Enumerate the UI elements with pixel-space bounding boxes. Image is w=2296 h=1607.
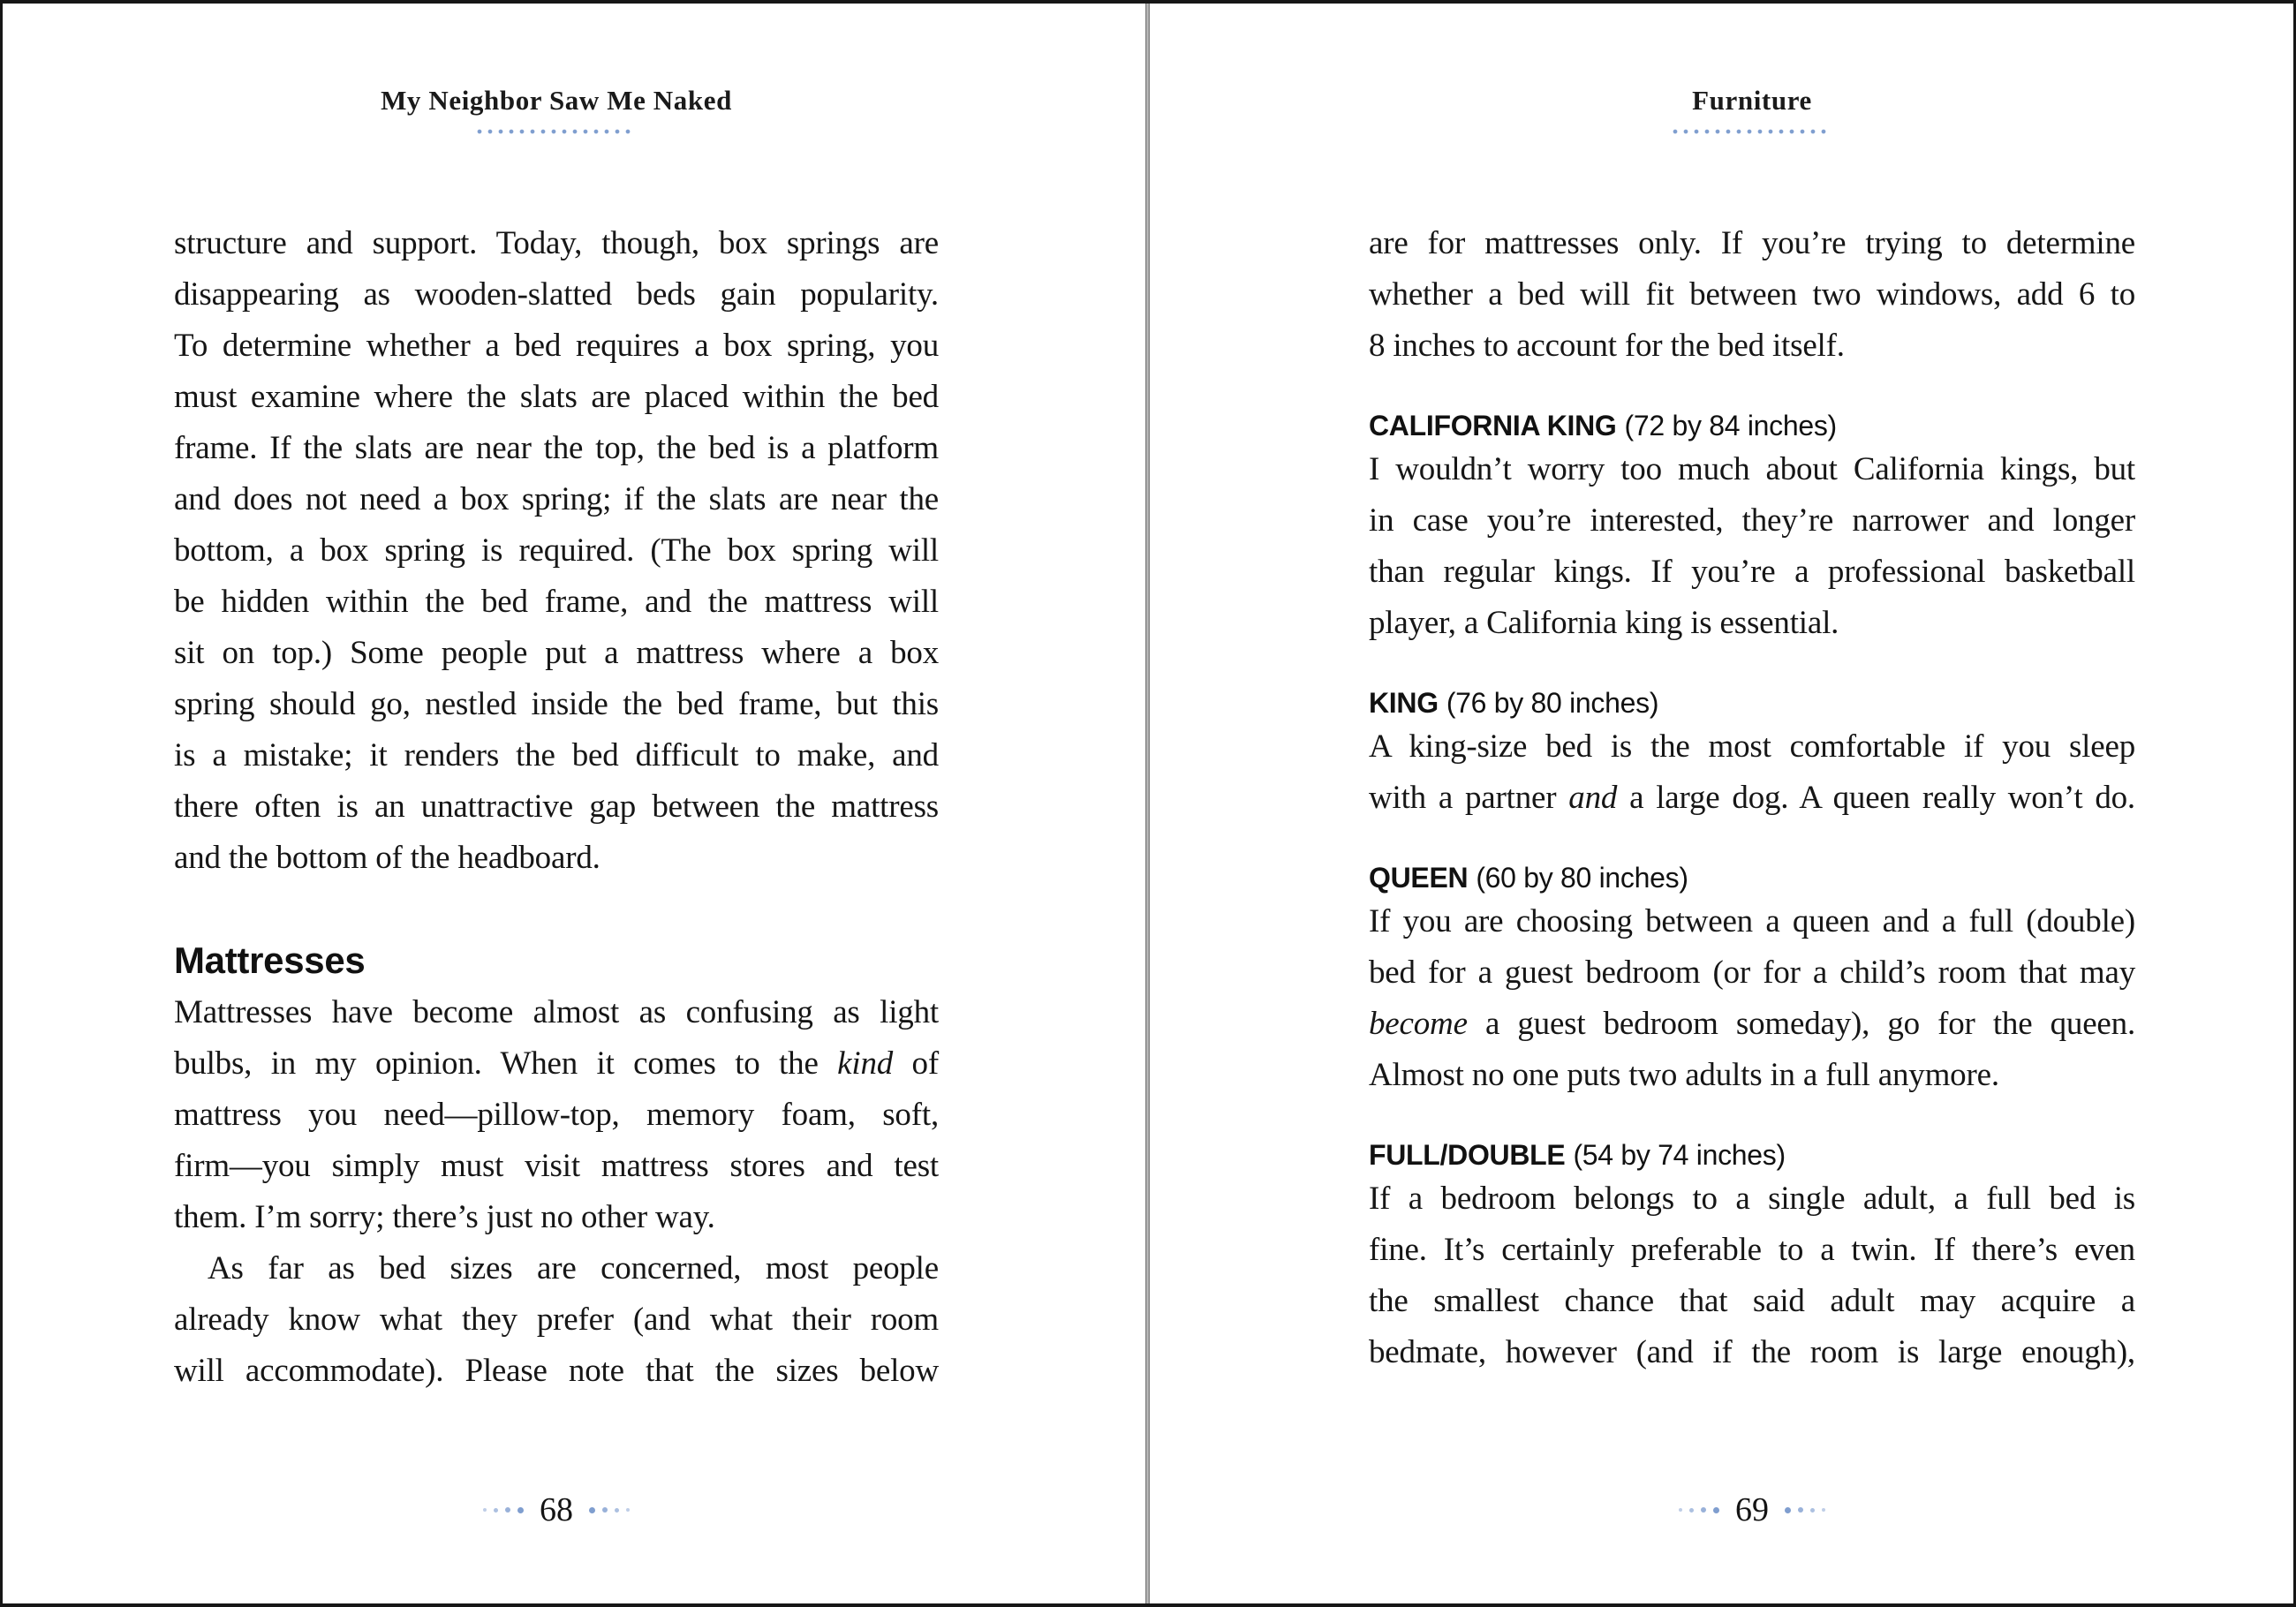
right-running-head: Furniture: [1692, 85, 1812, 116]
subhead-dimensions: (72 by 84 inches): [1624, 410, 1837, 441]
subhead-label: KING: [1369, 687, 1439, 719]
text-line: is a mistake; it renders the bed difficult to make, and: [174, 737, 939, 773]
text-line: fine. It’s certainly preferable to a twin. If there’s even: [1369, 1232, 2135, 1268]
text-line: If a bedroom belongs to a single adult, a full bed is: [1369, 1181, 2135, 1217]
paragraph-sizes-intro: [1369, 218, 2135, 372]
text-line: sit on top.) Some people put a mattress where a box: [174, 635, 939, 671]
page-number-dots-right-ornament: [589, 1507, 630, 1513]
subhead-queen: [1369, 859, 2135, 896]
left-running-head: My Neighbor Saw Me Naked: [381, 85, 732, 116]
text-line: Mattresses have become almost as confusing as light: [174, 994, 939, 1030]
section-full-double: [1369, 1136, 2135, 1378]
text-line: the smallest chance that said adult may acquire a: [1369, 1283, 2135, 1319]
text-line: in case you’re interested, they’re narrower and longer: [1369, 502, 2135, 539]
text-segment: of: [893, 1045, 939, 1082]
text-line: [1369, 773, 2135, 824]
section-heading-mattresses: Mattresses: [174, 939, 366, 981]
subhead-label: CALIFORNIA KING: [1369, 410, 1617, 441]
section-queen: [1369, 859, 2135, 1101]
paragraph-mattresses: [174, 987, 939, 1243]
text-line: whether a bed will fit between two windows, add 6 to: [1369, 276, 2135, 313]
text-line: mattress you need—pillow-top, memory foam, soft,: [174, 1097, 939, 1133]
italic-word: kind: [837, 1045, 894, 1082]
text-line: there often is an unattractive gap between the mattress: [174, 788, 939, 825]
text-line: structure and support. Today, though, box springs are: [174, 225, 939, 261]
text-line: Almost no one puts two adults in a full anymore.: [1369, 1057, 1999, 1093]
text-segment: a guest bedroom someday), go for the queen.: [1467, 1006, 2135, 1042]
subhead-full-double: [1369, 1136, 2135, 1173]
text-segment: with a partner: [1369, 780, 1569, 816]
text-line: already know what they prefer (and what their room: [174, 1301, 939, 1338]
text-line: and does not need a box spring; if the slats are near the: [174, 481, 939, 517]
text-line: must examine where the slats are placed within the bed: [174, 379, 939, 415]
text-line: will accommodate). Please note that the sizes below: [174, 1353, 939, 1389]
left-text-column: [174, 218, 939, 1397]
subhead-dimensions: (54 by 74 inches): [1573, 1139, 1786, 1171]
subhead-king: [1369, 684, 2135, 721]
text-line: disappearing as wooden-slatted beds gain popularity.: [174, 276, 939, 313]
left-page-number: 68: [540, 1491, 573, 1528]
text-line: spring should go, nestled inside the bed frame, but this: [174, 686, 939, 722]
right-page-footer: [1369, 1489, 2135, 1531]
right-page-number: 69: [1735, 1491, 1769, 1528]
text-line: bed for a guest bedroom (or for a child’s room that may: [1369, 954, 2135, 991]
text-line: If you are choosing between a queen and a full (double): [1369, 903, 2135, 939]
text-segment: bulbs, in my opinion. When it comes to the: [174, 1045, 838, 1082]
subhead-label: QUEEN: [1369, 862, 1469, 894]
subhead-california-king: [1369, 407, 2135, 444]
text-line: and the bottom of the headboard.: [174, 840, 600, 876]
text-line: [174, 1038, 939, 1090]
paragraph-box-springs: [174, 218, 939, 884]
italic-word: become: [1369, 1006, 1468, 1042]
subhead-dimensions: (76 by 80 inches): [1446, 687, 1659, 719]
left-dotted-rule-ornament: [477, 129, 636, 134]
center-gutter-divider: [1145, 0, 1150, 1607]
text-line: I wouldn’t worry too much about California kings, but: [1369, 451, 2135, 487]
text-line: bedmate, however (and if the room is large enough),: [1369, 1334, 2135, 1370]
text-line: 8 inches to account for the bed itself.: [1369, 328, 1845, 364]
left-page-footer: [174, 1489, 939, 1531]
text-line: than regular kings. If you’re a professional basketball: [1369, 554, 2135, 590]
text-line: are for mattresses only. If you’re trying to determine: [1369, 225, 2135, 261]
text-line: [1369, 999, 2135, 1050]
section-king: [1369, 684, 2135, 824]
subhead-dimensions: (60 by 80 inches): [1476, 862, 1688, 894]
paragraph-bed-sizes: [174, 1243, 939, 1397]
italic-word: and: [1568, 780, 1618, 816]
page-number-dots-right-ornament: [1785, 1507, 1825, 1513]
text-line: A king-size bed is the most comfortable if you sleep: [1369, 728, 2135, 765]
section-california-king: [1369, 407, 2135, 649]
text-line: As far as bed sizes are concerned, most people: [208, 1250, 939, 1286]
text-line: firm—you simply must visit mattress stores and test: [174, 1148, 939, 1184]
text-segment: a large dog. A queen really won’t do.: [1617, 780, 2135, 816]
text-line: be hidden within the bed frame, and the mattress will: [174, 584, 939, 620]
right-text-column: [1369, 218, 2135, 1378]
right-dotted-rule-ornament: [1673, 129, 1832, 134]
text-line: bottom, a box spring is required. (The box spring will: [174, 532, 939, 569]
page-number-dots-left-ornament: [483, 1507, 524, 1513]
text-line: frame. If the slats are near the top, the bed is a platform: [174, 430, 939, 466]
text-line: player, a California king is essential.: [1369, 605, 1839, 641]
subhead-label: FULL/DOUBLE: [1369, 1139, 1566, 1171]
text-line: them. I’m sorry; there’s just no other way.: [174, 1199, 715, 1235]
page-number-dots-left-ornament: [1679, 1507, 1719, 1513]
text-line: To determine whether a bed requires a box spring, you: [174, 328, 939, 364]
